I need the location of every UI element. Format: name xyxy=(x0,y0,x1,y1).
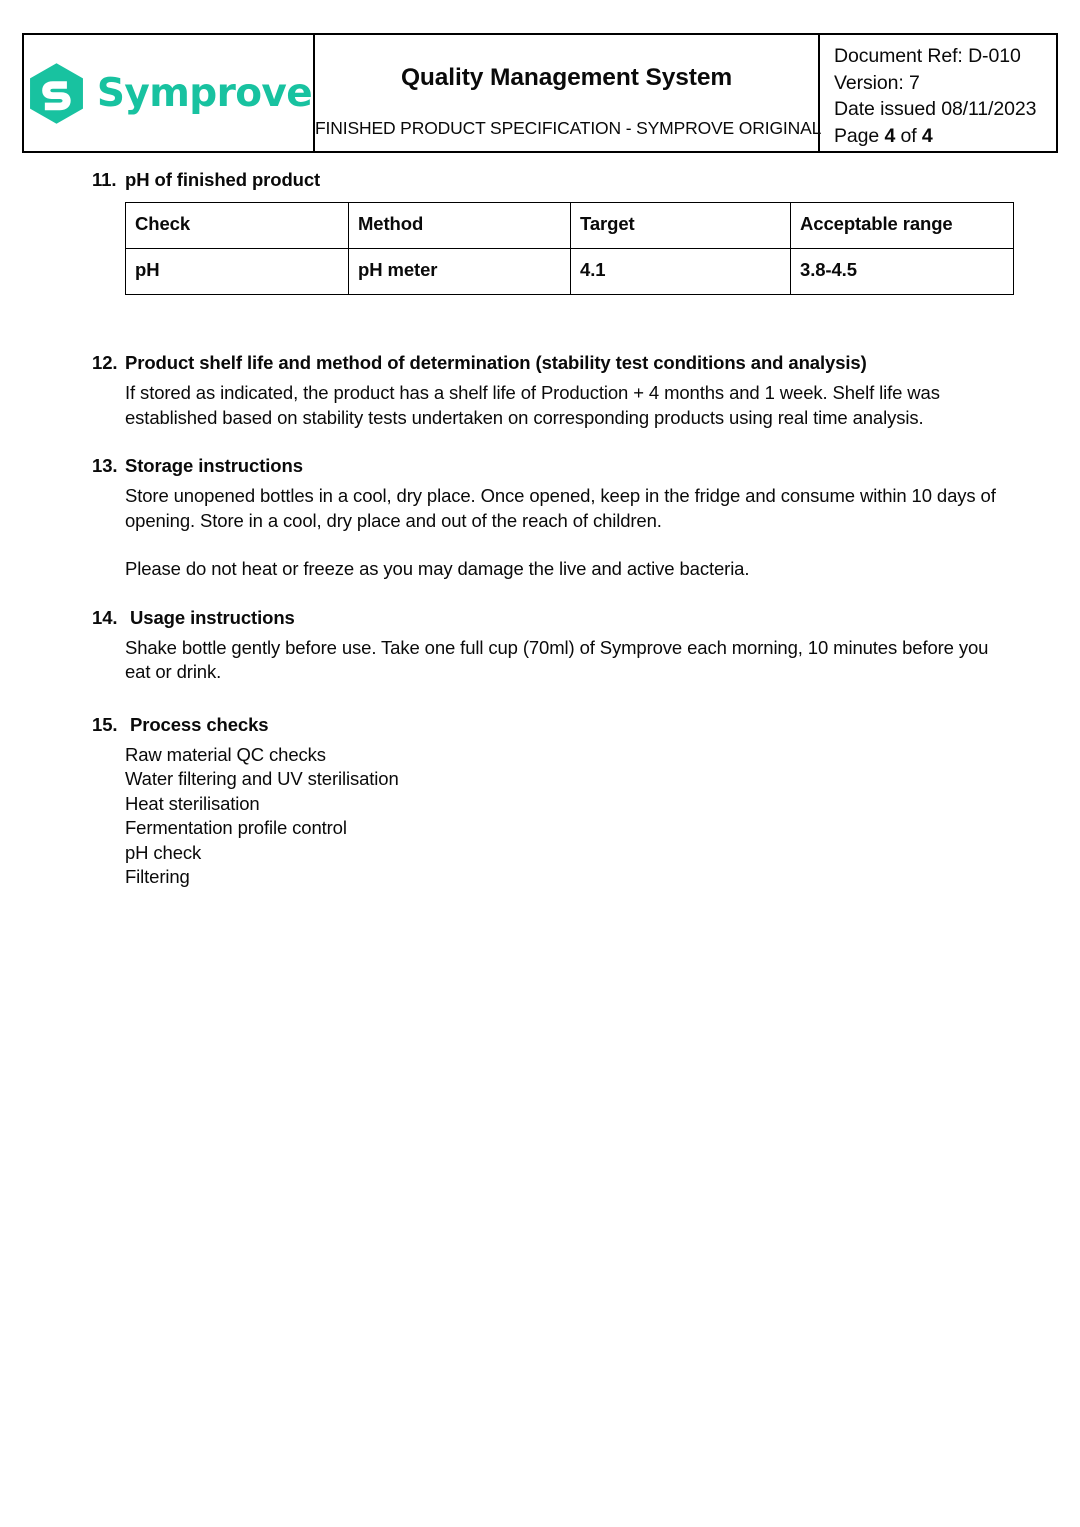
section-11-title: pH of finished product xyxy=(125,169,321,190)
document-header xyxy=(22,33,1058,153)
section-12-number: 12. xyxy=(92,352,118,373)
process-checks-list xyxy=(0,743,1080,891)
ph-table-container xyxy=(0,192,1080,295)
section-13-number: 13. xyxy=(92,455,118,476)
page-total: 4 xyxy=(921,124,933,147)
section-13-paragraph-1: Store unopened bottles in a cool, dry place. Once opened, keep in the fridge and consume within 10 days of opening. Store in a cool, dry place and out of the reach of children. xyxy=(125,485,996,531)
section-13-title: Storage instructions xyxy=(125,455,303,476)
section-11 xyxy=(0,168,1080,192)
section-11-number: 11. xyxy=(92,169,117,190)
list-item: Water filtering and UV sterilisation xyxy=(125,768,399,790)
spacer xyxy=(0,685,1080,713)
section-14 xyxy=(0,606,1080,630)
ph-specification-table xyxy=(125,202,1014,295)
symprove-wordmark: Symprove xyxy=(96,70,313,116)
section-14-title: Usage instructions xyxy=(130,606,295,628)
table-header-row xyxy=(126,203,1014,249)
section-12-heading xyxy=(92,351,1080,375)
section-12-paragraph: If stored as indicated, the product has a shelf life of Production + 4 months and 1 week. Shelf life was established based on stability tests undertaken on corresponding products using real time analysis. xyxy=(125,382,940,428)
list-item: pH check xyxy=(125,841,202,863)
section-14-number: 14. xyxy=(92,606,118,628)
table-header-target: Target xyxy=(571,203,791,249)
table-cell-method: pH meter xyxy=(349,249,571,295)
header-logo-cell xyxy=(24,35,315,151)
header-title-cell xyxy=(315,35,820,151)
section-15-title: Process checks xyxy=(130,713,269,735)
section-13-heading xyxy=(92,454,1080,478)
table-cell-target: 4.1 xyxy=(571,249,791,295)
page-prefix-label: Page xyxy=(834,124,885,147)
document-date-issued: Date issued 08/11/2023 xyxy=(834,98,1037,120)
section-15-heading xyxy=(92,713,1080,737)
table-header-check: Check xyxy=(126,203,349,249)
spacer xyxy=(0,430,1080,454)
section-13-body xyxy=(0,484,1080,582)
page-current: 4 xyxy=(884,124,896,147)
list-item: Fermentation profile control xyxy=(125,817,347,839)
table-header-method: Method xyxy=(349,203,571,249)
section-12-title: Product shelf life and method of determination (stability test conditions and analysis) xyxy=(125,352,867,373)
section-12-body xyxy=(0,381,1080,430)
section-12 xyxy=(0,351,1080,375)
list-item: Heat sterilisation xyxy=(125,792,260,814)
spacer xyxy=(0,295,1080,351)
section-13-paragraph-2: Please do not heat or freeze as you may damage the live and active bacteria. xyxy=(125,558,750,579)
section-13 xyxy=(0,454,1080,478)
list-item: Raw material QC checks xyxy=(125,743,326,765)
header-meta-cell xyxy=(820,35,1056,151)
section-15-number: 15. xyxy=(92,713,118,735)
symprove-logo xyxy=(25,62,312,125)
page-of-label: of xyxy=(895,124,922,147)
list-item: Filtering xyxy=(125,866,190,888)
table-row xyxy=(126,249,1014,295)
spacer xyxy=(125,533,1018,557)
section-14-heading xyxy=(92,606,1080,630)
table-header-acceptable-range: Acceptable range xyxy=(791,203,1014,249)
table-cell-check: pH xyxy=(126,249,349,295)
document-version: Version: 7 xyxy=(834,71,920,94)
document-subtitle: FINISHED PRODUCT SPECIFICATION - SYMPROVE ORIGINAL xyxy=(315,117,822,138)
section-11-heading xyxy=(92,168,1080,192)
document-title: Quality Management System xyxy=(400,64,733,91)
table-cell-acceptable-range: 3.8-4.5 xyxy=(791,249,1014,295)
section-14-body xyxy=(0,636,1080,685)
page-number xyxy=(834,123,1056,150)
spacer xyxy=(0,582,1080,606)
document-body xyxy=(0,168,1080,890)
symprove-hexagon-s-logo-icon xyxy=(25,62,88,125)
document-ref: Document Ref: D-010 xyxy=(834,45,1021,67)
section-15 xyxy=(0,713,1080,737)
section-14-paragraph: Shake bottle gently before use. Take one full cup (70ml) of Symprove each morning, 10 minutes before you eat or drink. xyxy=(125,636,989,682)
